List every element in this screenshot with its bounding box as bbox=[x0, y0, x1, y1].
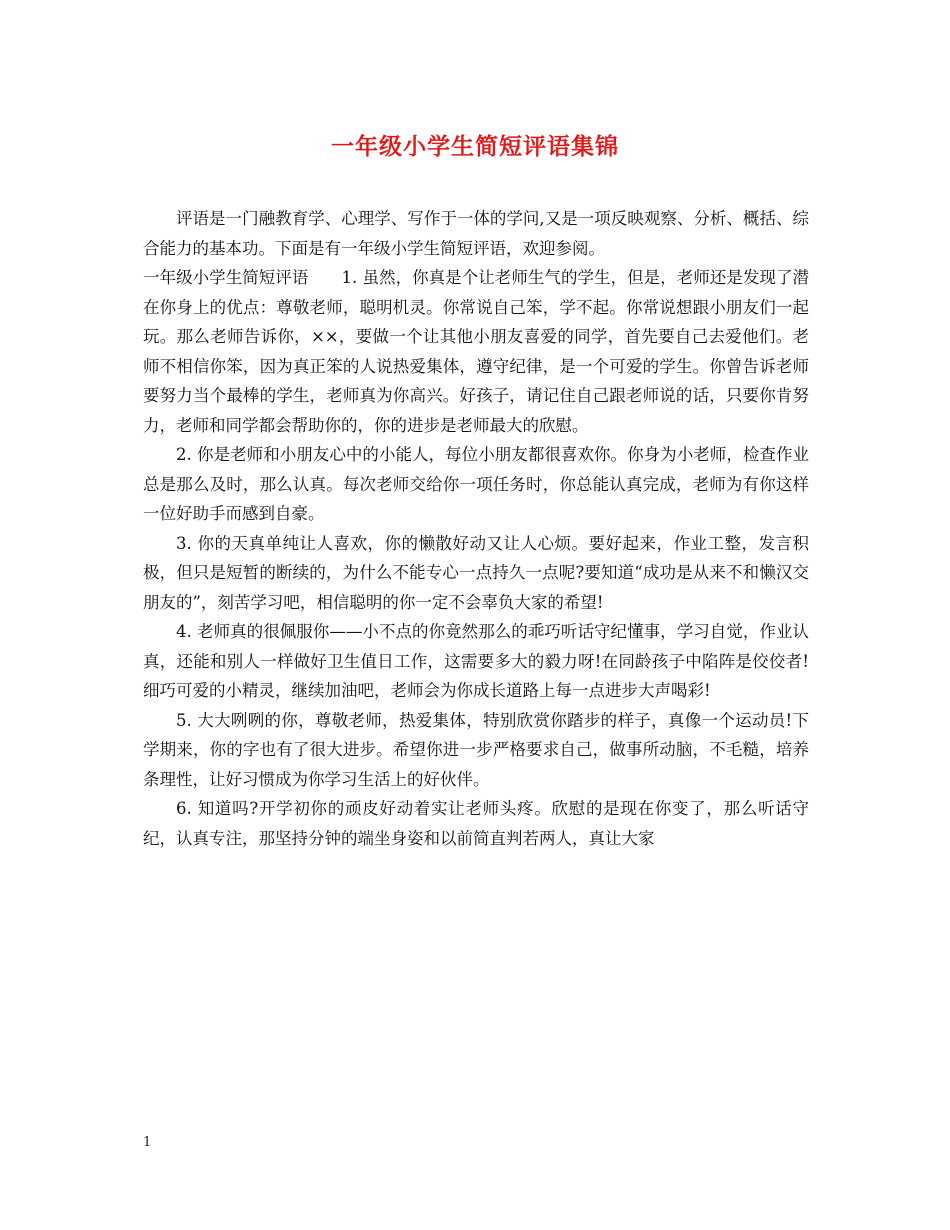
intro-paragraph: 评语是一门融教育学、心理学、写作于一体的学问,又是一项反映观察、分析、概括、综合能力的基本功。下面是有一年级小学生简短评语，欢迎参阅。 bbox=[143, 209, 809, 258]
comment-item-5: 5. 大大咧咧的你，尊敬老师，热爱集体，特别欣赏你踏步的样子，真像一个运动员!下学期来，你的字也有了很大进步。希望你进一步严格要求自己，做事所动脑，不毛糙，培养条理性，让好习惯成为你学习生活上的好伙伴。 bbox=[143, 710, 809, 789]
comment-item-4: 4. 老师真的很佩服你——小不点的你竟然那么的乖巧听话守纪懂事，学习自觉，作业认真，还能和别人一样做好卫生值日工作，这需要多大的毅力呀!在同龄孩子中陷阵是佼佼者!细巧可爱的小精灵，继续加油吧，老师会为你成长道路上每一点进步大声喝彩! bbox=[143, 622, 809, 700]
comment-item-2: 2. 你是老师和小朋友心中的小能人，每位小朋友都很喜欢你。你身为小老师，检查作业总是那么及时，那么认真。每次老师交给你一项任务时，你总能认真完成，老师为有你这样一位好助手而感到自豪。 bbox=[143, 445, 809, 523]
document-title: 一年级小学生简短评语集锦 bbox=[331, 134, 619, 160]
page-number: 1 bbox=[143, 1135, 152, 1150]
section-heading-item-1: 一年级小学生简短评语 1. 虽然，你真是个让老师生气的学生，但是，老师还是发现了潜在你身上的优点：尊敬老师，聪明机灵。你常说自己笨，学不起。你常说想跟小朋友们一起玩。那么老师告诉你，××，要做一个让其他小朋友喜爱的同学，首先要自己去爱他们。老师不相信你笨，因为真正笨的人说热爱集体，遵守纪律，是一个可爱的学生。你曾告诉老师要努力当个最棒的学生，老师真为你高兴。好孩子，请记住自己跟老师说的话，只要你肯努力，老师和同学都会帮助你的，你的进步是老师最大的欣慰。 bbox=[143, 268, 809, 435]
comment-item-6: 6. 知道吗?开学初你的顽皮好动着实让老师头疼。欣慰的是现在你变了，那么听话守纪，认真专注，那坚持分钟的端坐身姿和以前简直判若两人，真让大家 bbox=[143, 799, 809, 848]
comment-item-3: 3. 你的天真单纯让人喜欢，你的懒散好动又让人心烦。要好起来，作业工整，发言积极，但只是短暂的断续的，为什么不能专心一点持久一点呢?要知道“成功是从来不和懒汉交朋友的”，刻苦学习吧，相信聪明的你一定不会辜负大家的希望! bbox=[143, 533, 809, 612]
document-body bbox=[143, 204, 809, 853]
